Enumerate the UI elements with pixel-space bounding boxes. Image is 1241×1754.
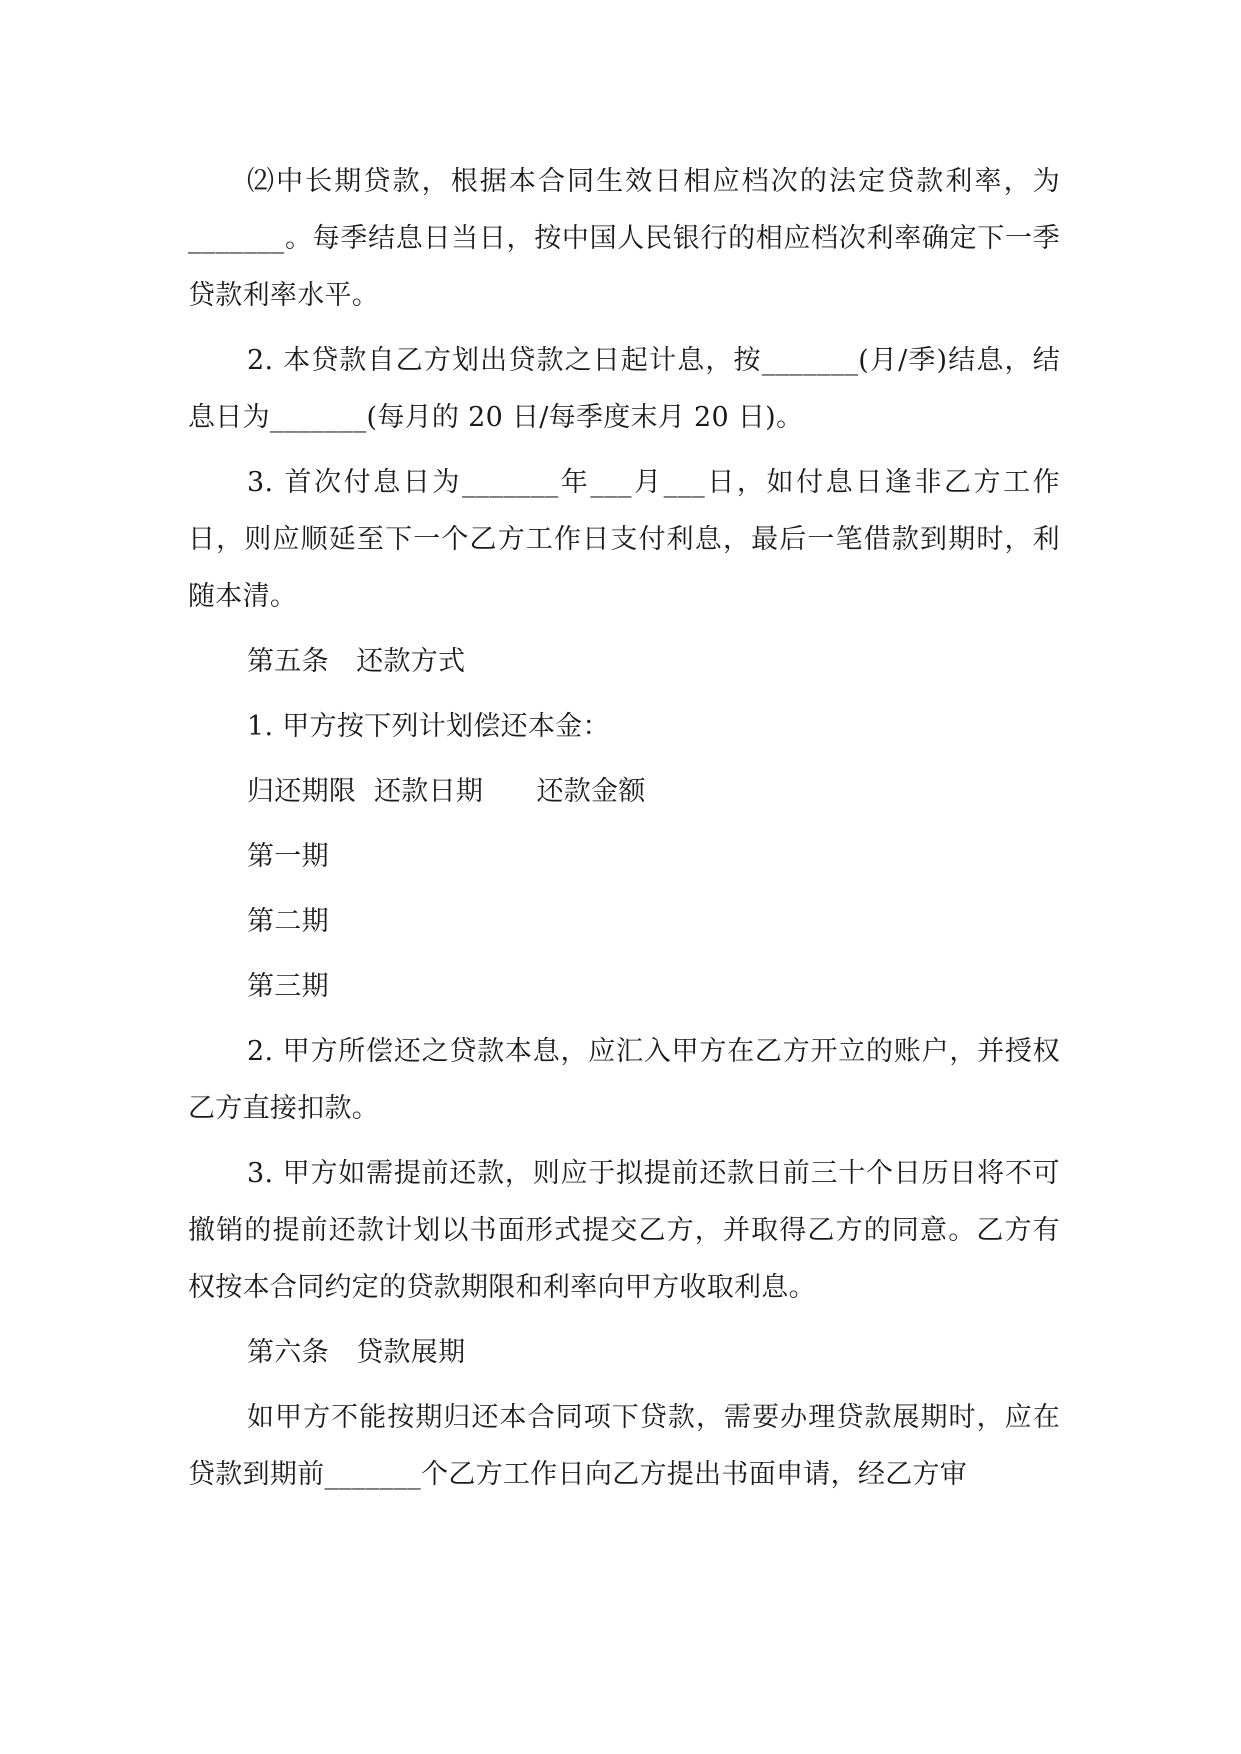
paragraph-repayment-account: 2. 甲方所偿还之贷款本息，应汇入甲方在乙方开立的账户，并授权乙方直接扣款。: [188, 1036, 1060, 1124]
paragraph-first-payment-date: 3. 首次付息日为_______年___月___日，如付息日逢非乙方工作日，则应顺延至下一个乙方工作日支付利息，最后一笔借款到期时，利随本清。: [188, 467, 1060, 612]
repayment-table-header: 归还期限 还款日期 还款金额: [247, 776, 646, 807]
repayment-period-2: 第二期: [247, 906, 329, 937]
section-heading-loan-extension: 第六条 贷款展期: [247, 1337, 466, 1368]
paragraph-interest-calculation: 2. 本贷款自乙方划出贷款之日起计息，按_______(月/季)结息，结息日为_______(每月的 20 日/每季度末月 20 日)。: [188, 345, 1060, 433]
paragraph-extension-application: 如甲方不能按期归还本合同项下贷款，需要办理贷款展期时，应在贷款到期前_______个乙方工作日向乙方提出书面申请，经乙方审: [188, 1402, 1060, 1490]
repayment-period-1: 第一期: [247, 841, 329, 872]
paragraph-early-repayment: 3. 甲方如需提前还款，则应于拟提前还款日前三十个日历日将不可撤销的提前还款计划以书面形式提交乙方，并取得乙方的同意。乙方有权按本合同约定的贷款期限和利率向甲方收取利息。: [188, 1158, 1060, 1303]
section-heading-repayment-method: 第五条 还款方式: [247, 646, 466, 677]
paragraph-repayment-plan: 1. 甲方按下列计划偿还本金：: [247, 711, 610, 742]
document-page: [188, 153, 1060, 1511]
paragraph-medium-long-term-rate: ⑵中长期贷款，根据本合同生效日相应档次的法定贷款利率，为_______。每季结息日当日，按中国人民银行的相应档次利率确定下一季贷款利率水平。: [188, 166, 1060, 311]
repayment-period-3: 第三期: [247, 971, 329, 1002]
